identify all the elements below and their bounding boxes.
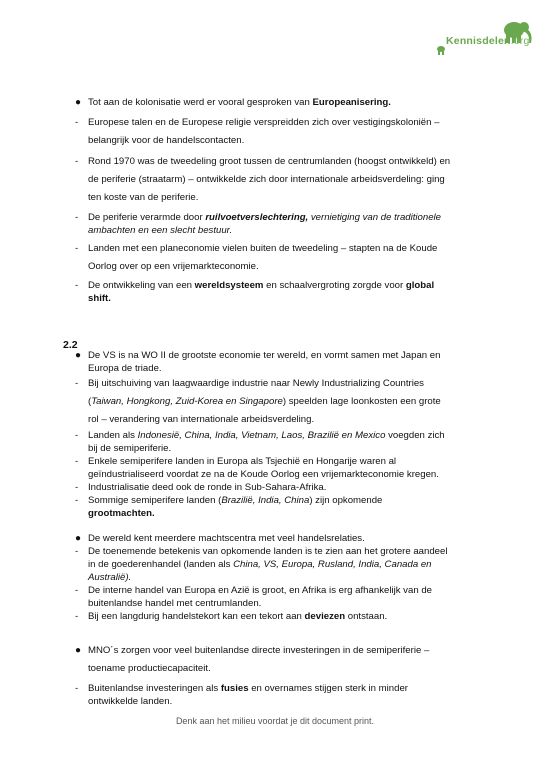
dash-icon: -	[75, 482, 79, 493]
bullet-icon: ●	[75, 350, 82, 361]
list-item: - Europese talen en de Europese religie verspreidden zich over vestigingskoloniën – belangrijk voor de handelscontacten.	[88, 114, 488, 150]
dash-icon: -	[75, 212, 79, 223]
list-item: ● MNO´s zorgen voor veel buitenlandse directe investeringen in de semiperiferie – toename productiecapaciteit.	[88, 642, 488, 678]
page-footer: Denk aan het milieu voordat je dit document print.	[175, 716, 375, 726]
dash-icon: -	[75, 117, 79, 128]
dash-icon: -	[75, 243, 79, 254]
list-item: - De ontwikkeling van een wereldsysteem en schaalvergroting zorgde voor global shift.	[75, 280, 435, 304]
dash-icon: -	[75, 495, 79, 506]
list-item: - De periferie verarmde door ruilvoetverslechtering, vernietiging van de traditionele ambachten en een slecht bestuur.	[75, 212, 442, 236]
bullet-icon: ●	[75, 533, 82, 544]
list-item: - Industrialisatie deed ook de ronde in Sub-Sahara-Afrika.	[75, 482, 327, 493]
bullet-icon: ●	[75, 97, 82, 108]
list-item: - Landen als Indonesië, China, India, Vietnam, Laos, Brazilië en Mexico voegden zich bij de semiperiferie.	[75, 430, 445, 454]
list-item: - Rond 1970 was de tweedeling groot tussen de centrumlanden (hoogst ontwikkeld) en de periferie (straatarm) – ontwikkelde zich door internationale arbeidsverdeling: ging ten koste van de periferie.	[88, 153, 488, 207]
dash-icon: -	[75, 378, 79, 389]
list-item: - Sommige semiperifere landen (Brazilië, India, China) zijn opkomende grootmachten.	[75, 495, 383, 519]
list-item: - De interne handel van Europa en Azië is groot, en Afrika is erg afhankelijk van de buitenlandse handel met centrumlanden.	[75, 585, 432, 609]
dash-icon: -	[75, 156, 79, 167]
list-item: - De toenemende betekenis van opkomende landen is te zien aan het grotere aandeel in de goederenhandel (landen als China, VS, Europa, Rusland, India, Canada en Australië).	[75, 546, 448, 583]
dash-icon: -	[75, 683, 79, 694]
list-item: ● De wereld kent meerdere machtscentra met veel handelsrelaties.	[75, 533, 365, 544]
bullet-icon: ●	[75, 645, 82, 656]
dash-icon: -	[75, 611, 79, 622]
list-item: ● De VS is na WO II de grootste economie ter wereld, en vormt samen met Japan en Europa de triade.	[75, 350, 441, 374]
dash-icon: -	[75, 280, 79, 291]
list-item: - Bij een langdurig handelstekort kan een tekort aan deviezen ontstaan.	[75, 611, 388, 622]
list-item: - Bij uitschuiving van laagwaardige industrie naar Newly Industrializing Countries (Taiwan, Hongkong, Zuid-Korea en Singapore) speelden lage loonkosten een grote rol – verandering van internationale arbeidsverdeling.	[88, 375, 488, 429]
dash-icon: -	[75, 456, 79, 467]
list-item: ● Tot aan de kolonisatie werd er vooral gesproken van Europeanisering.	[75, 97, 391, 108]
logo-wordmark[interactable]: Kennisdelen.org	[446, 35, 530, 47]
list-item: - Enkele semiperifere landen in Europa als Tsjechië en Hongarije waren al geïndustrialiseerd voordat ze na de Koude Oorlog een vrijemarkteconomie kregen.	[75, 456, 439, 480]
section-heading: 2.2	[63, 339, 78, 351]
list-item: - Landen met een planeconomie vielen buiten de tweedeling – stapten na de Koude Oorlog over op een vrijemarkteconomie.	[88, 240, 488, 276]
dash-icon: -	[75, 430, 79, 441]
dash-icon: -	[75, 585, 79, 596]
dash-icon: -	[75, 546, 79, 557]
list-item: - Buitenlandse investeringen als fusies en overnames stijgen sterk in minder ontwikkelde landen.	[75, 683, 408, 707]
